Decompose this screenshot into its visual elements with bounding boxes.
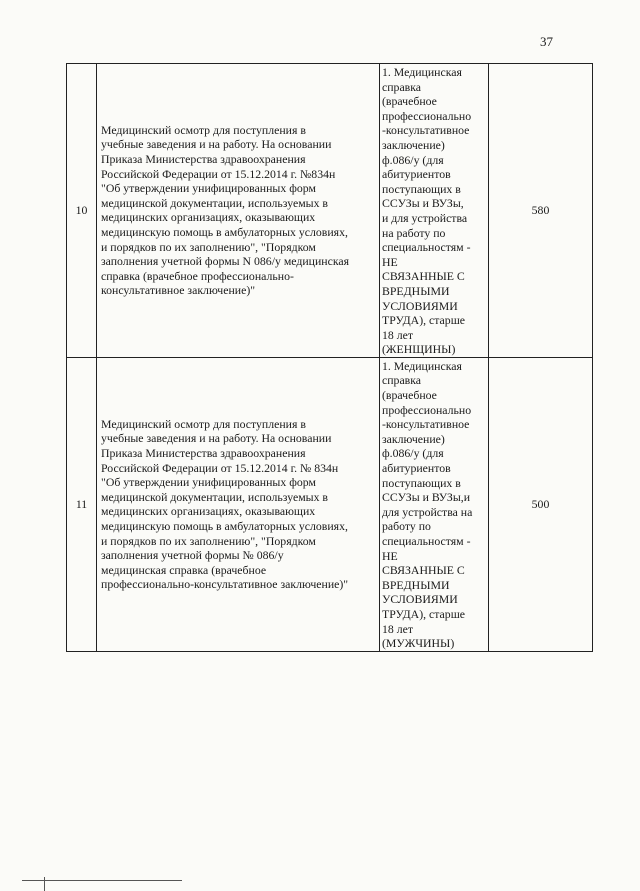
footer-tick bbox=[44, 877, 45, 891]
document-line: -консультативное bbox=[382, 417, 470, 432]
description-line: Российской Федерации от 15.12.2014 г. № 834н bbox=[101, 460, 339, 475]
document-type bbox=[380, 64, 489, 358]
document-line: 1. Медицинская bbox=[382, 65, 462, 79]
description-line: и порядков по их заполнению", "Порядком bbox=[101, 239, 316, 254]
document-line: -консультативное bbox=[382, 123, 470, 138]
description-line: консультативное заключение)" bbox=[101, 283, 256, 298]
document-type bbox=[380, 357, 489, 651]
document-line: 18 лет bbox=[382, 621, 414, 636]
description-line: медицинскую помощь в амбулаторных условиях, bbox=[101, 225, 348, 240]
description-line: "Об утверждении унифицированных форм bbox=[101, 475, 316, 490]
document-line: абитуриентов bbox=[382, 461, 451, 476]
document-line: УСЛОВИЯМИ bbox=[382, 592, 458, 607]
document-line: абитуриентов bbox=[382, 167, 451, 182]
document-line: 1. Медицинская bbox=[382, 358, 462, 373]
service-description bbox=[97, 357, 380, 651]
price-cell: 500 bbox=[489, 357, 593, 651]
description-line: Медицинский осмотр для поступления в bbox=[101, 416, 306, 431]
document-line: для устройства на bbox=[382, 504, 473, 519]
document-line: специальностям - bbox=[382, 534, 471, 548]
description-line: медицинской документации, используемых в bbox=[101, 489, 328, 504]
document-line: заключение) bbox=[382, 137, 445, 152]
row-number: 10 bbox=[67, 64, 97, 358]
document-line: СВЯЗАННЫЕ С bbox=[382, 269, 465, 284]
document-line: 18 лет bbox=[382, 327, 414, 342]
footer-rule bbox=[22, 880, 182, 881]
document-line: ТРУДА), старше bbox=[382, 606, 466, 621]
description-line: заполнения учетной формы № 086/у bbox=[101, 548, 284, 563]
description-line: заполнения учетной формы N 086/у медицинская bbox=[101, 254, 350, 269]
document-line: (МУЖЧИНЫ) bbox=[382, 636, 455, 651]
document-line: и для устройства bbox=[382, 210, 468, 225]
document-line: ВРЕДНЫМИ bbox=[382, 283, 450, 298]
description-line: Медицинский осмотр для поступления в bbox=[101, 122, 306, 137]
document-line: (ЖЕНЩИНЫ) bbox=[382, 342, 456, 357]
description-line: профессионально-консультативное заключение)" bbox=[101, 577, 349, 592]
services-table bbox=[66, 63, 593, 652]
document-line: ССУЗы и ВУЗы, bbox=[382, 196, 464, 211]
description-line: Приказа Министерства здравоохранения bbox=[101, 445, 306, 460]
description-line: справка (врачебное профессионально- bbox=[101, 268, 294, 283]
document-line: НЕ bbox=[382, 548, 398, 563]
document-line: специальностям - bbox=[382, 240, 471, 255]
document-line: справка bbox=[382, 79, 422, 94]
document-line: поступающих в bbox=[382, 475, 461, 490]
description-line: учебные заведения и на работу. На основании bbox=[101, 431, 332, 446]
document-line: ВРЕДНЫМИ bbox=[382, 577, 450, 592]
price-cell: 580 bbox=[489, 64, 593, 358]
document-line: ф.086/у (для bbox=[382, 446, 444, 461]
document-line: (врачебное bbox=[382, 388, 437, 403]
description-line: и порядков по их заполнению", "Порядком bbox=[101, 533, 316, 548]
service-description bbox=[97, 64, 380, 358]
description-line: медицинская справка (врачебное bbox=[101, 562, 267, 577]
document-line: ТРУДА), старше bbox=[382, 313, 466, 328]
document-line: УСЛОВИЯМИ bbox=[382, 298, 458, 313]
document-line: заключение) bbox=[382, 431, 445, 446]
document-line: СВЯЗАННЫЕ С bbox=[382, 563, 465, 578]
description-line: учебные заведения и на работу. На основании bbox=[101, 137, 332, 152]
document-line: справка bbox=[382, 373, 422, 388]
document-line: ф.086/у (для bbox=[382, 152, 444, 167]
description-line: "Об утверждении унифицированных форм bbox=[101, 181, 316, 196]
document-line: поступающих в bbox=[382, 181, 461, 196]
page-number: 37 bbox=[540, 34, 553, 49]
document-line: профессионально bbox=[382, 108, 472, 123]
description-line: медицинской документации, используемых в bbox=[101, 195, 328, 210]
document-line: ССУЗы и ВУЗы,и bbox=[382, 490, 471, 505]
table-row bbox=[67, 357, 593, 651]
description-line: медицинских организациях, оказывающих bbox=[101, 210, 316, 225]
description-line: медицинскую помощь в амбулаторных условиях, bbox=[101, 518, 348, 533]
document-line: профессионально bbox=[382, 402, 472, 417]
description-line: медицинских организациях, оказывающих bbox=[101, 504, 316, 519]
row-number: 11 bbox=[67, 357, 97, 651]
document-line: работу по bbox=[382, 519, 431, 534]
table-row bbox=[67, 64, 593, 358]
description-line: Российской Федерации от 15.12.2014 г. №834н bbox=[101, 166, 336, 181]
document-line: на работу по bbox=[382, 225, 446, 240]
document-line: НЕ bbox=[382, 254, 398, 269]
description-line: Приказа Министерства здравоохранения bbox=[101, 152, 306, 167]
document-line: (врачебное bbox=[382, 94, 437, 109]
